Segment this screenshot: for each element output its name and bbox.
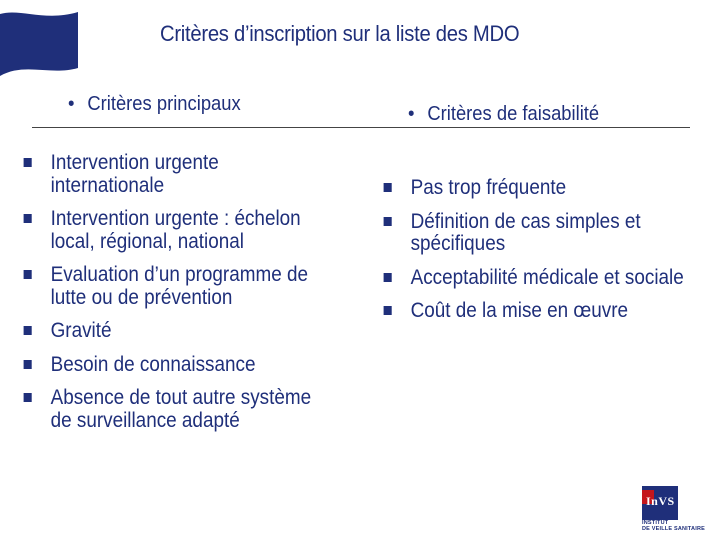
list-item bbox=[20, 320, 317, 343]
list-item bbox=[380, 177, 686, 200]
list-item bbox=[20, 387, 317, 432]
square-bullet-icon bbox=[384, 273, 392, 282]
square-bullet-icon bbox=[384, 217, 392, 226]
list-item bbox=[20, 354, 317, 377]
logo-mark-text: InVS bbox=[646, 494, 675, 508]
heading-bullet: • bbox=[408, 103, 415, 125]
left-criteria-list bbox=[20, 152, 317, 443]
slide-title: Critères d’inscription sur la liste des MDO bbox=[160, 21, 520, 46]
list-item bbox=[20, 152, 317, 197]
divider bbox=[32, 127, 690, 128]
right-heading bbox=[408, 103, 599, 126]
square-bullet-icon bbox=[24, 270, 32, 279]
list-item-text: Coût de la mise en œuvre bbox=[410, 299, 629, 322]
square-bullet-icon bbox=[384, 306, 392, 315]
invs-logo bbox=[632, 484, 708, 536]
left-heading bbox=[68, 93, 241, 116]
list-item bbox=[380, 300, 686, 323]
right-heading-text: Critères de faisabilité bbox=[427, 103, 600, 125]
square-bullet-icon bbox=[24, 393, 32, 402]
square-bullet-icon bbox=[24, 158, 32, 167]
square-bullet-icon bbox=[24, 214, 32, 223]
list-item-text: Evaluation d’un programme de lutte ou de prévention bbox=[50, 263, 309, 309]
heading-bullet: • bbox=[68, 93, 75, 115]
list-item-text: Besoin de connaissance bbox=[50, 352, 256, 376]
flag-icon bbox=[0, 10, 78, 80]
logo-mark bbox=[642, 486, 678, 520]
list-item-text: Intervention urgente internationale bbox=[50, 151, 219, 197]
list-item bbox=[380, 211, 686, 256]
right-criteria-list bbox=[380, 177, 686, 334]
list-item-text: Absence de tout autre système de surveillance adapté bbox=[50, 386, 312, 432]
list-item-text: Définition de cas simples et spécifiques bbox=[410, 209, 641, 255]
list-item-text: Intervention urgente : échelon local, régional, national bbox=[50, 207, 301, 253]
list-item-text: Acceptabilité médicale et sociale bbox=[410, 265, 684, 289]
list-item-text: Pas trop fréquente bbox=[410, 176, 567, 199]
square-bullet-icon bbox=[24, 326, 32, 335]
left-heading-text: Critères principaux bbox=[87, 93, 241, 115]
list-item-text: Gravité bbox=[50, 319, 112, 342]
logo-line-1: INSTITUT bbox=[642, 520, 669, 526]
logo-caption bbox=[642, 520, 708, 532]
square-bullet-icon bbox=[24, 360, 32, 369]
logo-line-2: DE VEILLE SANITAIRE bbox=[642, 526, 705, 532]
list-item bbox=[20, 208, 317, 253]
list-item bbox=[20, 264, 317, 309]
list-item bbox=[380, 267, 686, 290]
square-bullet-icon bbox=[384, 183, 392, 192]
